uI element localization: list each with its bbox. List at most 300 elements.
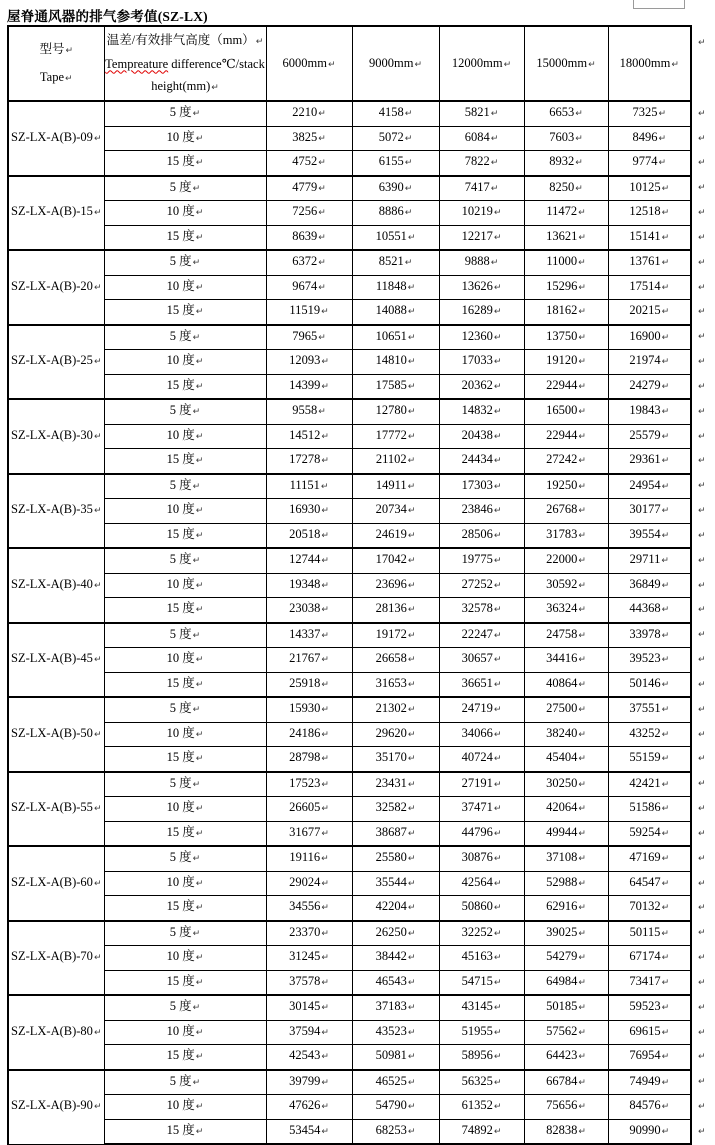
model-cell-text: SZ-LX-A(B)-80 bbox=[11, 1023, 93, 1038]
cell-end-mark-icon: ↵ bbox=[493, 828, 502, 839]
value-cell bbox=[524, 697, 608, 722]
row-end-mark bbox=[691, 772, 713, 797]
table-row bbox=[8, 350, 713, 375]
model-cell bbox=[8, 697, 104, 772]
cell-end-mark-icon: ↵ bbox=[588, 60, 596, 70]
cell-end-mark-icon: ↵ bbox=[93, 729, 102, 740]
cell-end-mark-icon: ↵ bbox=[578, 754, 586, 764]
value-cell-text: 54790 bbox=[375, 1098, 407, 1112]
row-end-mark-icon: ↵ bbox=[698, 506, 706, 516]
row-end-mark-icon: ↵ bbox=[698, 779, 706, 790]
value-cell-text: 70132 bbox=[629, 899, 661, 913]
cell-end-mark-icon: ↵ bbox=[407, 332, 416, 343]
temp-label-cell-text: 5 度 bbox=[169, 403, 192, 417]
row-end-mark bbox=[691, 821, 713, 846]
value-cell-text: 24619 bbox=[375, 526, 407, 541]
model-cell bbox=[8, 846, 104, 921]
row-end-mark bbox=[691, 399, 713, 424]
value-cell bbox=[352, 1070, 439, 1095]
value-cell bbox=[352, 548, 439, 573]
temp-label-cell-text: 5 度 bbox=[169, 477, 192, 492]
row-end-mark-icon: ↵ bbox=[698, 953, 706, 963]
value-cell-text: 7965 bbox=[292, 328, 318, 343]
cell-end-mark-icon: ↵ bbox=[407, 1077, 416, 1088]
value-cell-text: 4752 bbox=[292, 154, 318, 168]
value-cell-text: 12360 bbox=[461, 328, 493, 343]
cell-end-mark-icon: ↵ bbox=[493, 679, 502, 690]
row-end-mark-icon: ↵ bbox=[698, 38, 706, 48]
header-model bbox=[8, 26, 104, 101]
temp-label-cell-text: 15 度 bbox=[166, 228, 195, 243]
value-cell bbox=[266, 176, 352, 201]
value-cell-text: 22944 bbox=[546, 377, 578, 392]
cell-end-mark-icon: ↵ bbox=[255, 36, 264, 47]
value-cell bbox=[266, 250, 352, 275]
cell-end-mark-icon: ↵ bbox=[93, 208, 102, 218]
value-cell bbox=[524, 821, 608, 846]
cell-end-mark-icon: ↵ bbox=[578, 282, 586, 293]
value-cell-text: 10651 bbox=[375, 328, 407, 343]
value-cell bbox=[352, 672, 439, 697]
value-cell-text: 29024 bbox=[289, 874, 321, 889]
table-row bbox=[8, 921, 713, 946]
cell-end-mark-icon: ↵ bbox=[407, 431, 416, 442]
temp-label-cell bbox=[104, 424, 266, 449]
cell-end-mark-icon: ↵ bbox=[661, 1052, 670, 1062]
value-cell-text: 24186 bbox=[289, 725, 321, 740]
value-cell-text: 37551 bbox=[629, 701, 661, 715]
value-cell bbox=[352, 648, 439, 673]
table-body bbox=[8, 101, 713, 1144]
header-row bbox=[8, 26, 713, 101]
row-end-mark-icon: ↵ bbox=[698, 232, 706, 243]
value-cell bbox=[266, 772, 352, 797]
cell-end-mark-icon: ↵ bbox=[493, 407, 502, 417]
cell-end-mark-icon: ↵ bbox=[93, 1027, 102, 1038]
cell-end-mark-icon: ↵ bbox=[321, 754, 329, 764]
model-cell-text: SZ-LX-A(B)-55 bbox=[11, 800, 93, 814]
cell-end-mark-icon: ↵ bbox=[493, 1052, 502, 1062]
cell-end-mark-icon: ↵ bbox=[661, 1027, 670, 1038]
value-cell bbox=[524, 325, 608, 350]
value-cell-text: 7417 bbox=[464, 179, 490, 194]
value-cell-text: 13626 bbox=[461, 278, 493, 293]
cell-end-mark-icon: ↵ bbox=[407, 878, 416, 889]
model-cell-text: SZ-LX-A(B)-15 bbox=[11, 204, 93, 218]
temp-label-cell-text: 5 度 bbox=[169, 254, 192, 268]
cell-end-mark-icon: ↵ bbox=[578, 779, 586, 790]
cell-end-mark-icon: ↵ bbox=[407, 630, 416, 641]
row-end-mark-icon: ↵ bbox=[698, 1102, 706, 1112]
value-cell bbox=[352, 374, 439, 399]
cell-end-mark-icon: ↵ bbox=[195, 903, 204, 913]
value-cell bbox=[266, 201, 352, 226]
row-end-mark bbox=[691, 176, 713, 201]
value-cell bbox=[439, 846, 524, 871]
cell-end-mark-icon: ↵ bbox=[195, 977, 204, 988]
value-cell-text: 19775 bbox=[461, 552, 493, 566]
table-row bbox=[8, 1070, 713, 1095]
table-row bbox=[8, 896, 713, 921]
cell-end-mark-icon: ↵ bbox=[321, 307, 329, 317]
value-cell bbox=[439, 325, 524, 350]
value-cell-text: 76954 bbox=[629, 1048, 661, 1062]
value-cell-text: 24758 bbox=[546, 626, 578, 641]
value-cell-text: 11519 bbox=[289, 303, 321, 317]
temp-label-cell bbox=[104, 821, 266, 846]
cell-end-mark-icon: ↵ bbox=[493, 431, 502, 442]
cell-end-mark-icon: ↵ bbox=[661, 481, 670, 492]
temp-label-cell bbox=[104, 1095, 266, 1120]
cell-end-mark-icon: ↵ bbox=[493, 754, 502, 764]
cell-end-mark-icon: ↵ bbox=[658, 133, 667, 144]
value-cell bbox=[439, 871, 524, 896]
table-row bbox=[8, 821, 713, 846]
table-row bbox=[8, 151, 713, 176]
header-temp-line2: Tempreature difference℃/stack bbox=[105, 56, 265, 71]
cell-end-mark-icon: ↵ bbox=[407, 953, 416, 963]
value-cell bbox=[439, 722, 524, 747]
cell-end-mark-icon: ↵ bbox=[578, 1003, 586, 1013]
temp-label-cell-text: 5 度 bbox=[169, 999, 192, 1013]
cell-end-mark-icon: ↵ bbox=[578, 928, 586, 939]
cell-end-mark-icon: ↵ bbox=[407, 282, 416, 293]
model-cell-text: SZ-LX-A(B)-50 bbox=[11, 725, 93, 740]
value-cell bbox=[524, 126, 608, 151]
cell-end-mark-icon: ↵ bbox=[493, 381, 502, 392]
value-cell-text: 14832 bbox=[461, 403, 493, 417]
cell-end-mark-icon: ↵ bbox=[321, 506, 329, 516]
temp-label-cell-text: 10 度 bbox=[166, 1098, 195, 1112]
cell-end-mark-icon: ↵ bbox=[578, 530, 586, 541]
value-cell bbox=[352, 598, 439, 623]
value-cell bbox=[524, 921, 608, 946]
cell-end-mark-icon: ↵ bbox=[192, 407, 201, 417]
cell-end-mark-icon: ↵ bbox=[318, 109, 326, 119]
cell-end-mark-icon: ↵ bbox=[578, 258, 586, 268]
cell-end-mark-icon: ↵ bbox=[661, 679, 670, 690]
value-cell bbox=[608, 1045, 691, 1070]
value-cell bbox=[524, 896, 608, 921]
cell-end-mark-icon: ↵ bbox=[493, 232, 502, 243]
header-height-15000: 15000mm↵ bbox=[524, 26, 608, 101]
value-cell-text: 6653 bbox=[549, 105, 575, 119]
cell-end-mark-icon: ↵ bbox=[407, 1027, 416, 1038]
value-cell bbox=[524, 1070, 608, 1095]
value-cell-text: 11848 bbox=[375, 278, 407, 293]
table-row bbox=[8, 250, 713, 275]
cell-end-mark-icon: ↵ bbox=[318, 232, 326, 243]
value-cell bbox=[266, 1070, 352, 1095]
value-cell bbox=[524, 350, 608, 375]
cell-end-mark-icon: ↵ bbox=[578, 556, 586, 566]
value-cell bbox=[524, 275, 608, 300]
table-row bbox=[8, 176, 713, 201]
value-cell bbox=[608, 995, 691, 1020]
row-end-mark bbox=[691, 697, 713, 722]
header-height-12000: 12000mm↵ bbox=[439, 26, 524, 101]
value-cell bbox=[352, 821, 439, 846]
value-cell bbox=[439, 548, 524, 573]
value-cell-text: 39799 bbox=[289, 1073, 321, 1088]
value-cell bbox=[524, 747, 608, 772]
row-end-mark bbox=[691, 598, 713, 623]
value-cell-text: 43145 bbox=[461, 999, 493, 1013]
value-cell-text: 8496 bbox=[632, 129, 658, 144]
cell-end-mark-icon: ↵ bbox=[661, 232, 670, 243]
value-cell-text: 59523 bbox=[629, 999, 661, 1013]
value-cell bbox=[352, 797, 439, 822]
cell-end-mark-icon: ↵ bbox=[195, 655, 204, 665]
table-row bbox=[8, 101, 713, 126]
value-cell bbox=[266, 846, 352, 871]
cell-end-mark-icon: ↵ bbox=[661, 754, 670, 764]
cell-end-mark-icon: ↵ bbox=[321, 580, 329, 591]
table-row bbox=[8, 623, 713, 648]
value-cell-text: 42543 bbox=[289, 1048, 321, 1062]
cell-end-mark-icon: ↵ bbox=[578, 1077, 586, 1088]
cell-end-mark-icon: ↵ bbox=[195, 456, 204, 466]
cell-end-mark-icon: ↵ bbox=[661, 729, 670, 740]
value-cell-text: 37578 bbox=[289, 973, 321, 988]
cell-end-mark-icon: ↵ bbox=[661, 580, 670, 591]
cell-end-mark-icon: ↵ bbox=[195, 307, 204, 317]
value-cell bbox=[266, 946, 352, 971]
row-end-mark bbox=[691, 151, 713, 176]
value-cell-text: 7256 bbox=[292, 204, 318, 218]
value-cell bbox=[524, 648, 608, 673]
value-cell bbox=[439, 1045, 524, 1070]
table-row bbox=[8, 1020, 713, 1045]
cell-end-mark-icon: ↵ bbox=[195, 679, 204, 690]
value-cell-text: 19348 bbox=[289, 576, 321, 591]
value-cell bbox=[608, 176, 691, 201]
cell-end-mark-icon: ↵ bbox=[93, 655, 102, 665]
value-cell bbox=[266, 275, 352, 300]
cell-end-mark-icon: ↵ bbox=[503, 60, 512, 70]
value-cell bbox=[524, 970, 608, 995]
cell-end-mark-icon: ↵ bbox=[658, 109, 667, 119]
value-cell bbox=[266, 300, 352, 325]
cell-end-mark-icon: ↵ bbox=[578, 357, 586, 367]
value-cell-text: 47626 bbox=[289, 1098, 321, 1112]
cell-end-mark-icon: ↵ bbox=[578, 332, 586, 343]
cell-end-mark-icon: ↵ bbox=[404, 109, 413, 119]
value-cell bbox=[352, 201, 439, 226]
cell-end-mark-icon: ↵ bbox=[321, 381, 329, 392]
value-cell-text: 7603 bbox=[549, 129, 575, 144]
cell-end-mark-icon: ↵ bbox=[578, 630, 586, 641]
temp-label-cell-text: 10 度 bbox=[166, 502, 195, 516]
temp-label-cell bbox=[104, 548, 266, 573]
value-cell-text: 50185 bbox=[546, 999, 578, 1013]
temp-label-cell bbox=[104, 697, 266, 722]
value-cell bbox=[608, 970, 691, 995]
value-cell bbox=[266, 623, 352, 648]
header-height-18000: 18000mm↵ bbox=[608, 26, 691, 101]
value-cell bbox=[608, 374, 691, 399]
cell-end-mark-icon: ↵ bbox=[404, 158, 413, 168]
model-cell bbox=[8, 176, 104, 251]
cell-end-mark-icon: ↵ bbox=[578, 1102, 586, 1112]
cell-end-mark-icon: ↵ bbox=[661, 977, 670, 988]
row-end-mark bbox=[691, 1020, 713, 1045]
value-cell bbox=[439, 176, 524, 201]
value-cell bbox=[352, 722, 439, 747]
cell-end-mark-icon: ↵ bbox=[195, 1126, 204, 1137]
temp-label-cell bbox=[104, 896, 266, 921]
value-cell bbox=[352, 946, 439, 971]
row-end-mark-icon: ↵ bbox=[698, 754, 706, 765]
row-end-mark-icon: ↵ bbox=[698, 878, 706, 889]
cell-end-mark-icon: ↵ bbox=[407, 556, 416, 566]
value-cell bbox=[266, 573, 352, 598]
table-row bbox=[8, 697, 713, 722]
value-cell bbox=[524, 1119, 608, 1144]
value-cell bbox=[266, 1095, 352, 1120]
value-cell-text: 9888 bbox=[464, 254, 490, 268]
model-cell-text: SZ-LX-A(B)-25 bbox=[11, 353, 93, 367]
value-cell bbox=[439, 1020, 524, 1045]
value-cell bbox=[524, 995, 608, 1020]
value-cell bbox=[524, 250, 608, 275]
cell-end-mark-icon: ↵ bbox=[578, 977, 586, 988]
value-cell-text: 42204 bbox=[375, 899, 407, 913]
value-cell bbox=[352, 474, 439, 499]
temp-label-cell bbox=[104, 995, 266, 1020]
row-end-mark bbox=[691, 747, 713, 772]
cell-end-mark-icon: ↵ bbox=[661, 953, 670, 963]
temp-label-cell-text: 10 度 bbox=[166, 278, 195, 293]
temp-label-cell-text: 5 度 bbox=[169, 328, 192, 343]
value-cell-text: 28136 bbox=[375, 601, 407, 615]
header-row-end-mark bbox=[691, 26, 713, 101]
value-cell bbox=[439, 424, 524, 449]
value-cell bbox=[524, 548, 608, 573]
model-cell bbox=[8, 995, 104, 1070]
value-cell bbox=[439, 275, 524, 300]
cell-end-mark-icon: ↵ bbox=[404, 183, 413, 194]
value-cell bbox=[352, 499, 439, 524]
value-cell-text: 8639 bbox=[292, 228, 318, 243]
value-cell bbox=[439, 126, 524, 151]
value-cell bbox=[608, 424, 691, 449]
cell-end-mark-icon: ↵ bbox=[192, 481, 201, 492]
value-cell-text: 43523 bbox=[375, 1023, 407, 1038]
value-cell bbox=[524, 424, 608, 449]
temp-label-cell bbox=[104, 126, 266, 151]
cell-end-mark-icon: ↵ bbox=[493, 779, 502, 790]
cell-end-mark-icon: ↵ bbox=[578, 208, 586, 218]
cell-end-mark-icon: ↵ bbox=[407, 1052, 416, 1062]
value-cell bbox=[352, 573, 439, 598]
value-cell-text: 40724 bbox=[461, 750, 493, 764]
cell-end-mark-icon: ↵ bbox=[195, 1052, 204, 1062]
row-end-mark-icon: ↵ bbox=[698, 381, 706, 392]
cell-end-mark-icon: ↵ bbox=[211, 82, 219, 93]
value-cell-text: 29361 bbox=[629, 452, 661, 466]
cell-end-mark-icon: ↵ bbox=[493, 307, 502, 317]
cell-end-mark-icon: ↵ bbox=[661, 431, 670, 442]
value-cell bbox=[439, 474, 524, 499]
cell-end-mark-icon: ↵ bbox=[658, 158, 667, 168]
temp-label-cell bbox=[104, 1119, 266, 1144]
row-end-mark-icon: ↵ bbox=[698, 1027, 706, 1038]
value-cell-text: 17772 bbox=[375, 427, 407, 442]
value-cell-text: 6084 bbox=[464, 129, 490, 144]
value-cell bbox=[524, 399, 608, 424]
cell-end-mark-icon: ↵ bbox=[321, 630, 329, 641]
cell-end-mark-icon: ↵ bbox=[321, 977, 329, 988]
cell-end-mark-icon: ↵ bbox=[321, 1003, 329, 1013]
value-cell bbox=[524, 523, 608, 548]
value-cell bbox=[266, 598, 352, 623]
table-row bbox=[8, 523, 713, 548]
value-cell-text: 26768 bbox=[546, 502, 578, 516]
row-end-mark-icon: ↵ bbox=[698, 530, 706, 541]
value-cell-text: 15296 bbox=[546, 278, 578, 293]
table-row bbox=[8, 325, 713, 350]
value-cell-text: 12518 bbox=[629, 204, 661, 218]
cell-end-mark-icon: ↵ bbox=[93, 878, 102, 889]
cell-end-mark-icon: ↵ bbox=[93, 580, 102, 591]
value-cell bbox=[524, 1020, 608, 1045]
value-cell-text: 14337 bbox=[289, 626, 321, 641]
header-temp-line3: height(mm)↵ bbox=[151, 78, 219, 93]
value-cell bbox=[524, 101, 608, 126]
cell-end-mark-icon: ↵ bbox=[493, 1003, 502, 1013]
value-cell-text: 51955 bbox=[461, 1023, 493, 1038]
row-end-mark bbox=[691, 126, 713, 151]
value-cell-text: 35544 bbox=[375, 874, 407, 889]
value-cell bbox=[524, 598, 608, 623]
cell-end-mark-icon: ↵ bbox=[493, 282, 502, 293]
cell-end-mark-icon: ↵ bbox=[661, 183, 670, 194]
value-cell-text: 22247 bbox=[461, 626, 493, 641]
cell-end-mark-icon: ↵ bbox=[93, 282, 102, 293]
temp-label-cell-text: 10 度 bbox=[166, 874, 195, 889]
value-cell bbox=[266, 225, 352, 250]
value-cell-text: 37183 bbox=[375, 999, 407, 1013]
cell-end-mark-icon: ↵ bbox=[661, 307, 670, 317]
value-cell bbox=[352, 250, 439, 275]
cell-end-mark-icon: ↵ bbox=[661, 208, 670, 218]
value-cell-text: 5821 bbox=[464, 105, 490, 119]
cell-end-mark-icon: ↵ bbox=[493, 208, 502, 218]
value-cell-text: 38687 bbox=[375, 824, 407, 839]
cell-end-mark-icon: ↵ bbox=[321, 655, 329, 665]
value-cell-text: 17033 bbox=[461, 353, 493, 367]
row-end-mark bbox=[691, 424, 713, 449]
cell-end-mark-icon: ↵ bbox=[321, 903, 329, 913]
cell-end-mark-icon: ↵ bbox=[490, 109, 499, 119]
value-cell bbox=[352, 449, 439, 474]
value-cell-text: 16900 bbox=[629, 328, 661, 343]
value-cell bbox=[524, 772, 608, 797]
value-cell-text: 75656 bbox=[546, 1098, 578, 1112]
row-end-mark bbox=[691, 374, 713, 399]
value-cell bbox=[266, 101, 352, 126]
value-cell bbox=[608, 101, 691, 126]
value-cell bbox=[439, 399, 524, 424]
value-cell-text: 4158 bbox=[378, 105, 404, 119]
cell-end-mark-icon: ↵ bbox=[578, 232, 586, 243]
page-corner-artifact bbox=[633, 0, 685, 9]
value-cell bbox=[439, 896, 524, 921]
model-cell-text: SZ-LX-A(B)-60 bbox=[11, 874, 93, 889]
value-cell-text: 53454 bbox=[289, 1122, 321, 1137]
cell-end-mark-icon: ↵ bbox=[192, 556, 201, 566]
